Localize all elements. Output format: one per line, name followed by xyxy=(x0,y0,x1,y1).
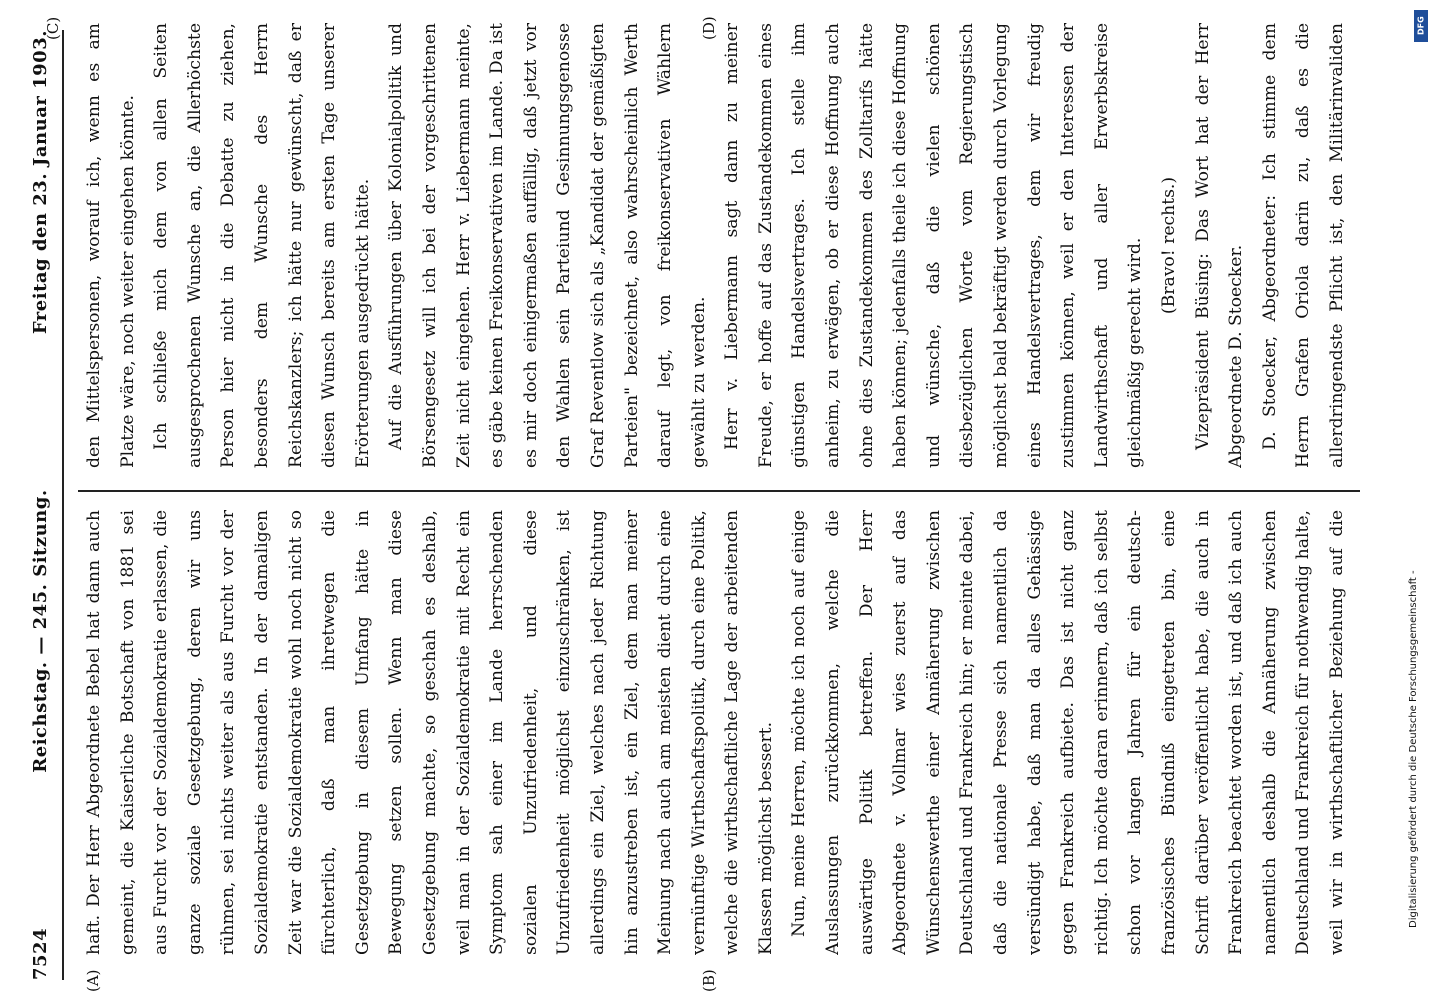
margin-marker-c: (C) xyxy=(44,16,62,40)
paragraph: den Mittelspersonen, worauf ich, wenn es am Platze wäre, noch weiter eingehen könnte. xyxy=(84,23,138,468)
paragraph: D. Stoecker, Abgeordneter: Ich stimme dem Herrn Grafen Oriola darin zu, daß es die allerdringendste Pflicht ist, den Militärinvaliden xyxy=(1259,23,1347,468)
paragraph: Vizepräsident Büsing: Das Wort hat der Herr Abgeordnete D. Stoecker. xyxy=(1192,23,1247,468)
column-divider xyxy=(78,490,1360,492)
paragraph: Herr v. Liebermann sagt dann zu meiner Freude, er hoffe auf das Zustandekommen eines günstigen Handelsvertrages. Ich stelle ihm anheim, zu erwägen, ob er diese Hoffnung auch ohne dies Zustandekommen des Zolltarifs hätte haben können; jedenfalls theile ich diese Hoffnung und wünsche, daß die vielen schönen diesbezüglichen Worte vom Regierungstisch möglichst bald bekräftigt werden durch Vorlegung eines Handelsvertrages, dem wir freudig zustimmen können, weil er den Interessen der Landwirthschaft und aller Erwerbskreise gleichmäßig gerecht wird. xyxy=(722,23,1146,468)
page-header xyxy=(20,30,60,980)
right-text-column xyxy=(78,23,1360,468)
header-rule xyxy=(62,30,64,980)
paragraph: Ich schließe mich dem von allen Seiten ausgesprochenen Wunsche an, die Allerhöchste Person hier nicht in die Debatte zu ziehen, besonders dem Wunsche des Herrn Reichskanzlers; ich hätte nur gewünscht, daß er diesen Wunsch bereits am ersten Tage unserer Erörterungen ausgedrückt hätte. xyxy=(151,23,373,468)
dfg-logo: DFG xyxy=(1414,10,1428,42)
page-number: 7524 xyxy=(29,927,51,980)
paragraph: haft. Der Herr Abgeordnete Bebel hat dann auch gemeint, die Kaiserliche Botschaft von 1881 sei aus Furcht vor der Sozialdemokratie erlassen, die ganze soziale Gesetzgebung, deren wir uns rühmen, sei nichts weiter als aus Furcht vor der Sozialdemokratie entstanden. In der damaligen Zeit war die Sozialdemokratie wohl noch nicht so fürchterlich, daß man ihretwegen die Gesetzgebung in diesem Umfang hätte in Bewegung setzen sollen. Wenn man diese Gesetzgebung machte, so geschah es deshalb, weil man in der Sozialdemokratie mit Recht ein Symptom sah einer im Lande herrschenden sozialen Unzufriedenheit, und diese Unzufriedenheit möglichst einzuschränken, ist allerdings ein Ziel, welches nach jeder Richtung hin anzustreben ist, ein Ziel, dem man meiner Meinung nach auch am meisten dient durch eine vernünftige Wirthschaftspolitik, durch eine Politik, welche die wirthschaftliche Lage der arbeitenden Klassen möglichst bessert. xyxy=(84,510,776,955)
left-text-column xyxy=(78,510,1360,955)
paragraph: Auf die Ausführungen über Kolonialpolitik und Börsengesetz will ich bei der vorgeschrittenen Zeit nicht eingehen. Herr v. Liebermann meinte, es gäbe keinen Freikonservativen im Lande. Da ist es mir doch einigermaßen auffällig, daß jetzt vor den Wahlen sein Parteiund Gesinnungsgenosse Graf Reventlow sich als „Kandidat der gemäßigten Parteien" bezeichnet, also wahrscheinlich Werth darauf legt, von freikonservativen Wählern gewählt zu werden. xyxy=(386,23,709,468)
paragraph: Nun, meine Herren, möchte ich noch auf einige Auslassungen zurückkommen, welche die auswärtige Politik betreffen. Der Herr Abgeordnete v. Vollmar wies zuerst auf das Wünschenswerthe einer Annäherung zwischen Deutschland und Frankreich hin; er meinte dabei, daß die nationale Presse sich namentlich da versündigt habe, daß man da alles Gehässige gegen Frankreich aufbiete. Das ist nicht ganz richtig. Ich möchte daran erinnern, daß ich selbst schon vor langen Jahren für ein deutsch-französisches Bündniß eingetreten bin, eine Schrift darüber veröffentlicht habe, die auch in Frankreich beachtet worden ist, und daß ich auch namentlich deshalb die Annäherung zwischen Deutschland und Frankreich für nothwendig halte, weil wir in wirthschaftlicher Beziehung auf die xyxy=(789,510,1347,955)
paragraph: (Bravo! rechts.) xyxy=(1159,176,1179,315)
credit-text: Digitalisierung gefördert durch die Deutsche Forschungsgemeinschaft - xyxy=(1408,570,1419,928)
digitization-credit xyxy=(1405,12,1423,988)
margin-marker-b: (B) xyxy=(700,969,718,992)
margin-marker-a: (A) xyxy=(84,969,102,992)
session-title: Reichstag. — 245. Sitzung. xyxy=(29,489,51,773)
session-date: Freitag den 23. Januar 1903. xyxy=(29,30,51,335)
margin-marker-d: (D) xyxy=(700,16,718,40)
